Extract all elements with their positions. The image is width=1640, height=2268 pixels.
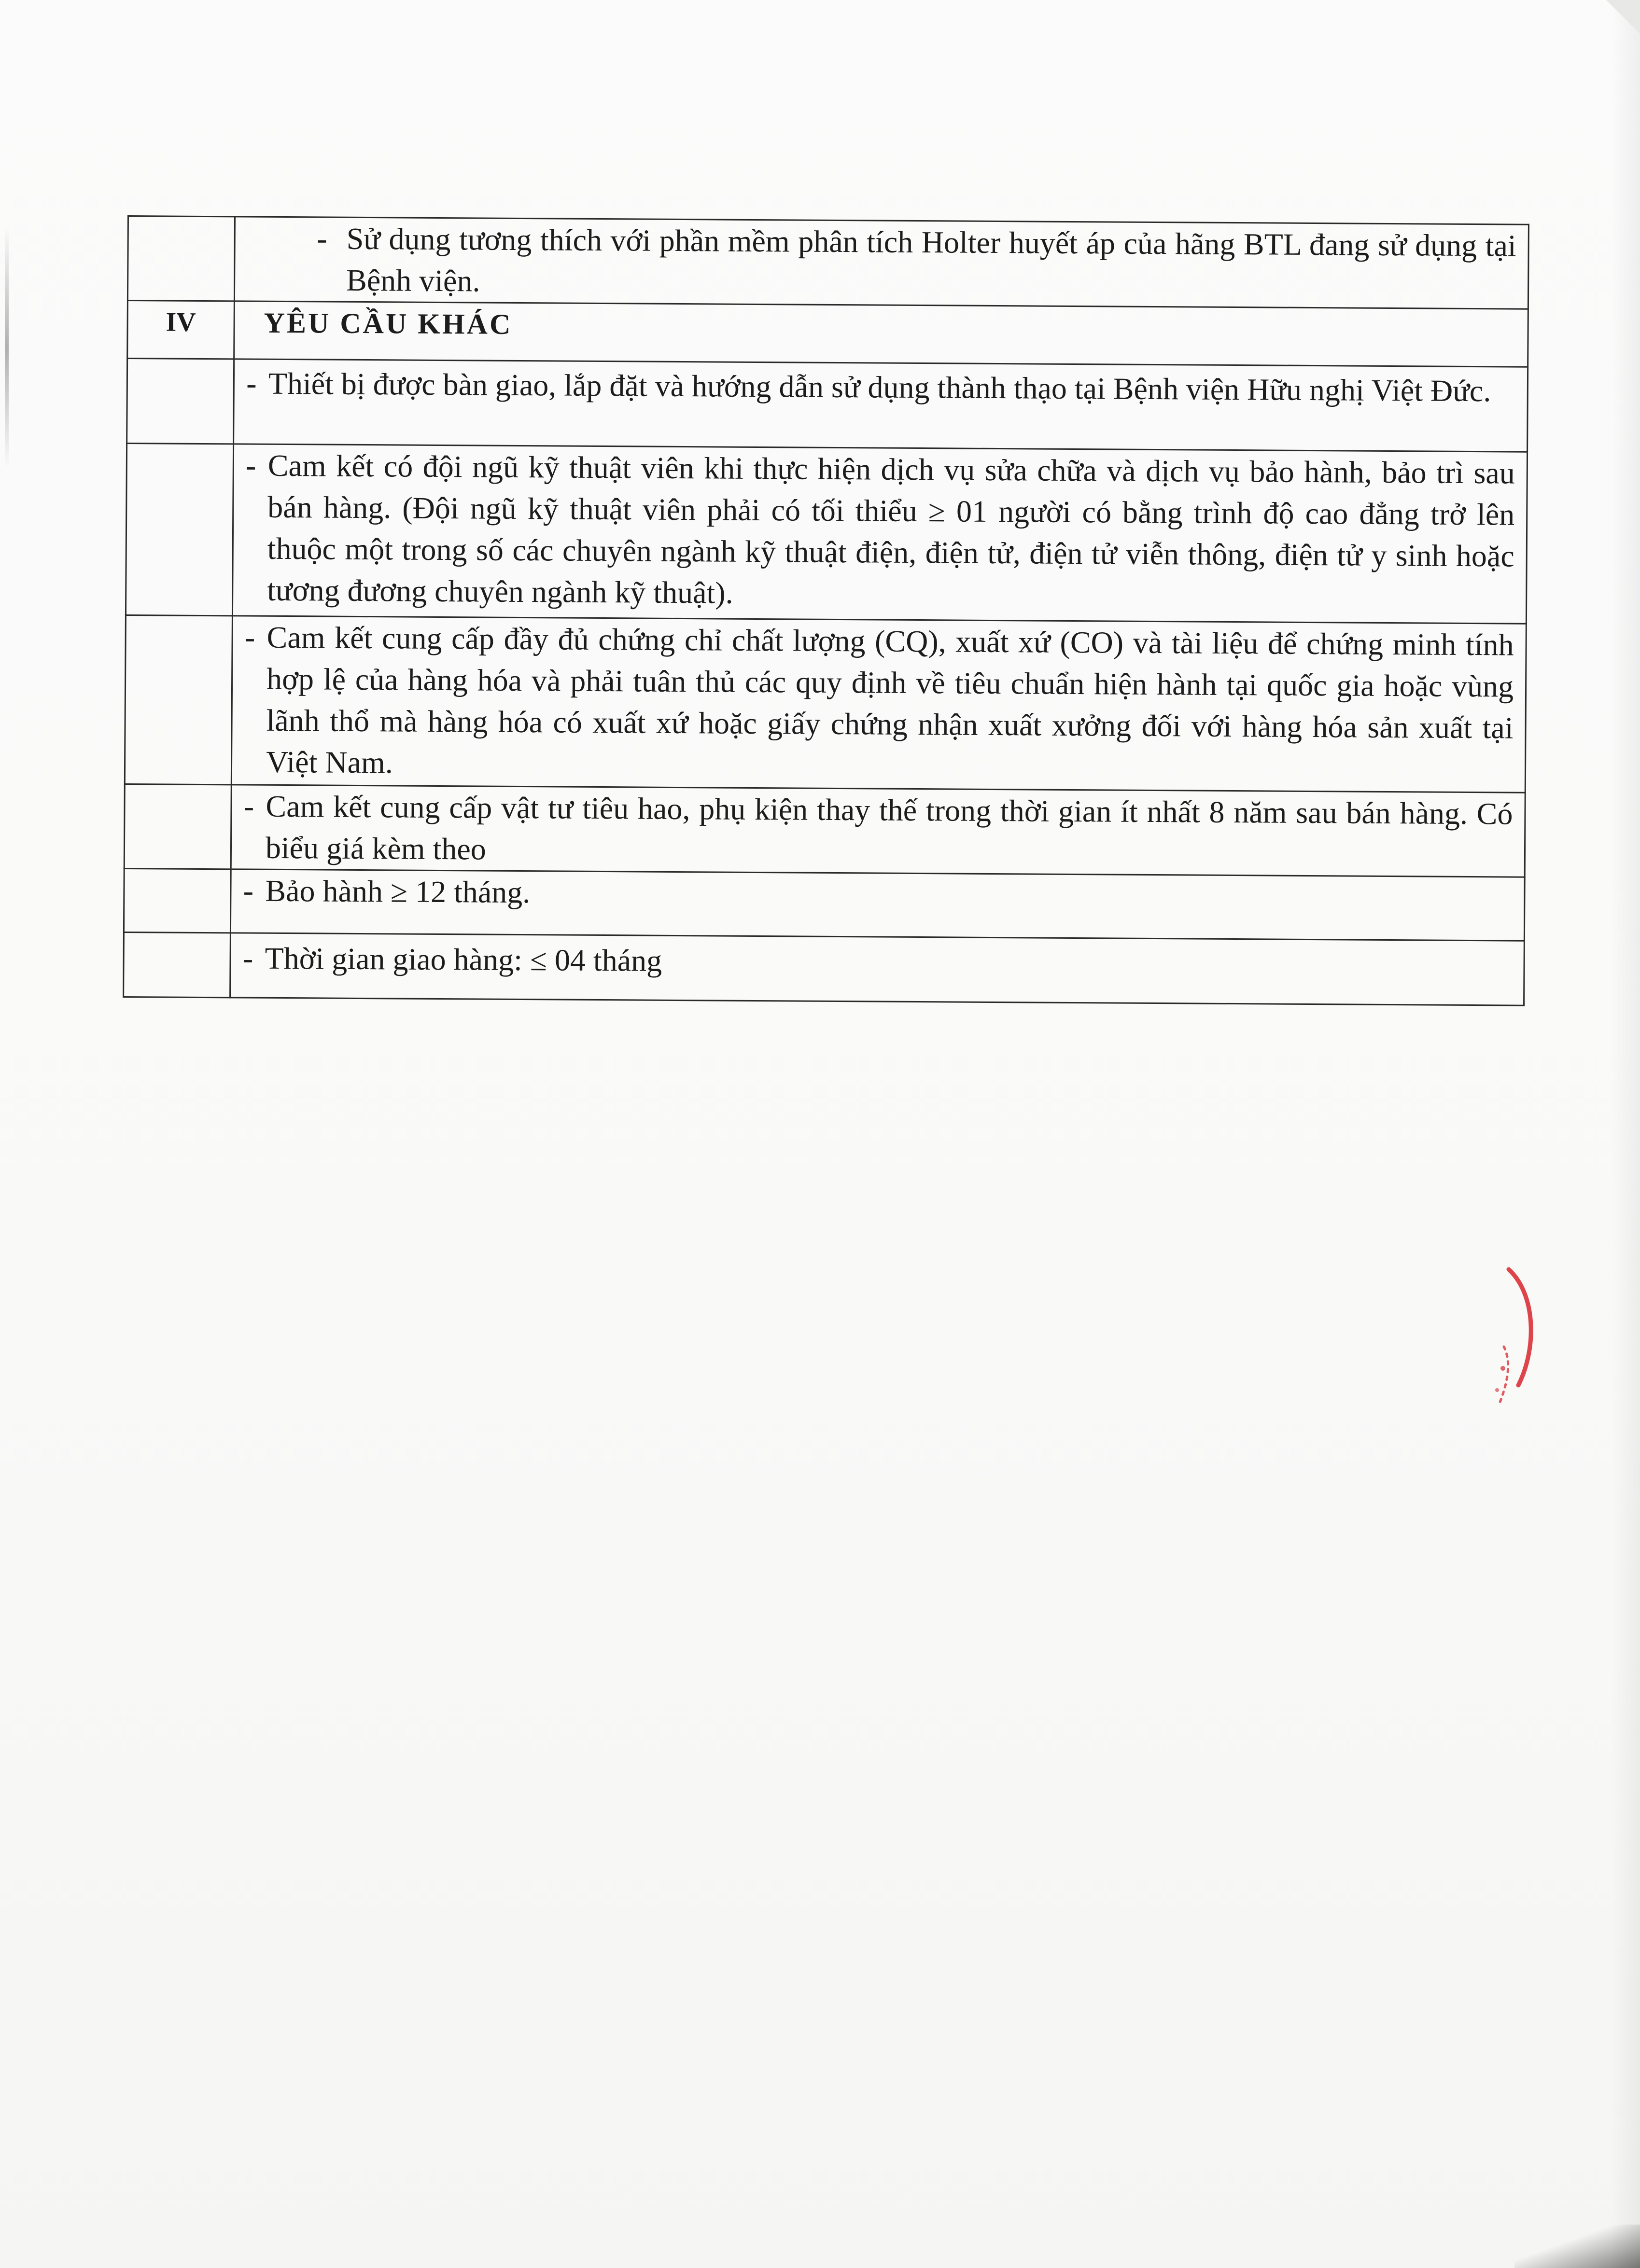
row-number-cell (124, 932, 231, 997)
row-content-cell (231, 785, 1525, 877)
bullet-dash: - (317, 221, 327, 256)
requirement-text: Bảo hành ≥ 12 tháng. (265, 873, 531, 910)
table-row (125, 615, 1526, 793)
row-number-cell (127, 359, 234, 444)
row-content-cell (230, 933, 1525, 1005)
page-edge-shadow (1611, 0, 1640, 2268)
scan-corner-shadow (1514, 2225, 1640, 2268)
section-header-row (127, 301, 1528, 367)
bullet-dash: - (243, 873, 254, 908)
table-row (127, 216, 1528, 309)
row-number-cell (126, 444, 233, 616)
table-row (124, 932, 1525, 1005)
scan-edge-mark (5, 227, 9, 468)
requirement-text: Sử dụng tương thích với phần mềm phân tích Holter huyết áp của hãng BTL đang sử dụng tại Bệnh viện. (346, 221, 1516, 298)
row-content-cell (232, 444, 1527, 624)
red-stamp-mark (1489, 1265, 1542, 1419)
requirement-text: Cam kết cung cấp đầy đủ chứng chỉ chất lượng (CQ), xuất xứ (CO) và tài liệu để chứng minh tính hợp lệ của hàng hóa và phải tuân thủ các quy định về tiêu chuẩn hiện hành tại quốc gia hoặc vùng lãnh thổ mà hàng hóa có xuất xứ hoặc giấy chứng nhận xuất xưởng đối với hàng hóa sản xuất tại Việt Nam. (266, 620, 1514, 780)
row-content-cell (231, 616, 1526, 793)
requirements-table (123, 215, 1529, 1006)
table-row (127, 359, 1528, 452)
row-number-cell (127, 216, 235, 301)
bullet-dash: - (242, 941, 253, 975)
table-row (124, 784, 1525, 877)
row-number-cell (125, 615, 232, 784)
requirement-text: Cam kết có đội ngũ kỹ thuật viên khi thực hiện dịch vụ sửa chữa và dịch vụ bảo hành, bảo trì sau bán hàng. (Đội ngũ kỹ thuật viên phải có tối thiểu ≥ 01 người có bằng trình độ cao đẳng trở lên thuộc một trong số các chuyên ngành kỹ thuật điện, điện tử, điện tử viễn thông, điện tử y sinh hoặc tương đương chuyên ngành kỹ thuật). (267, 448, 1515, 610)
requirement-text: Cam kết cung cấp vật tư tiêu hao, phụ kiện thay thế trong thời gian ít nhất 8 năm sau bán hàng. Có biểu giá kèm theo (265, 789, 1513, 866)
requirement-text: Thiết bị được bàn giao, lắp đặt và hướng dẫn sử dụng thành thạo tại Bệnh viện Hữu nghị Việt Đức. (268, 366, 1491, 408)
row-content-cell (234, 359, 1528, 452)
table-row (126, 444, 1527, 624)
section-number: IV (127, 301, 235, 359)
bullet-dash: - (246, 366, 257, 401)
section-title: YÊU CẦU KHÁC (264, 306, 513, 340)
page-corner (1606, 0, 1640, 34)
bullet-dash: - (244, 620, 255, 654)
row-number-cell (124, 784, 231, 869)
row-number-cell (124, 868, 231, 932)
row-content-cell (230, 869, 1525, 941)
requirement-text: Thời gian giao hàng: ≤ 04 tháng (265, 941, 662, 978)
bullet-dash: - (245, 448, 256, 483)
table-row (124, 868, 1525, 941)
section-title-cell (234, 301, 1528, 367)
row-content-cell (234, 217, 1528, 309)
bullet-dash: - (243, 789, 254, 823)
